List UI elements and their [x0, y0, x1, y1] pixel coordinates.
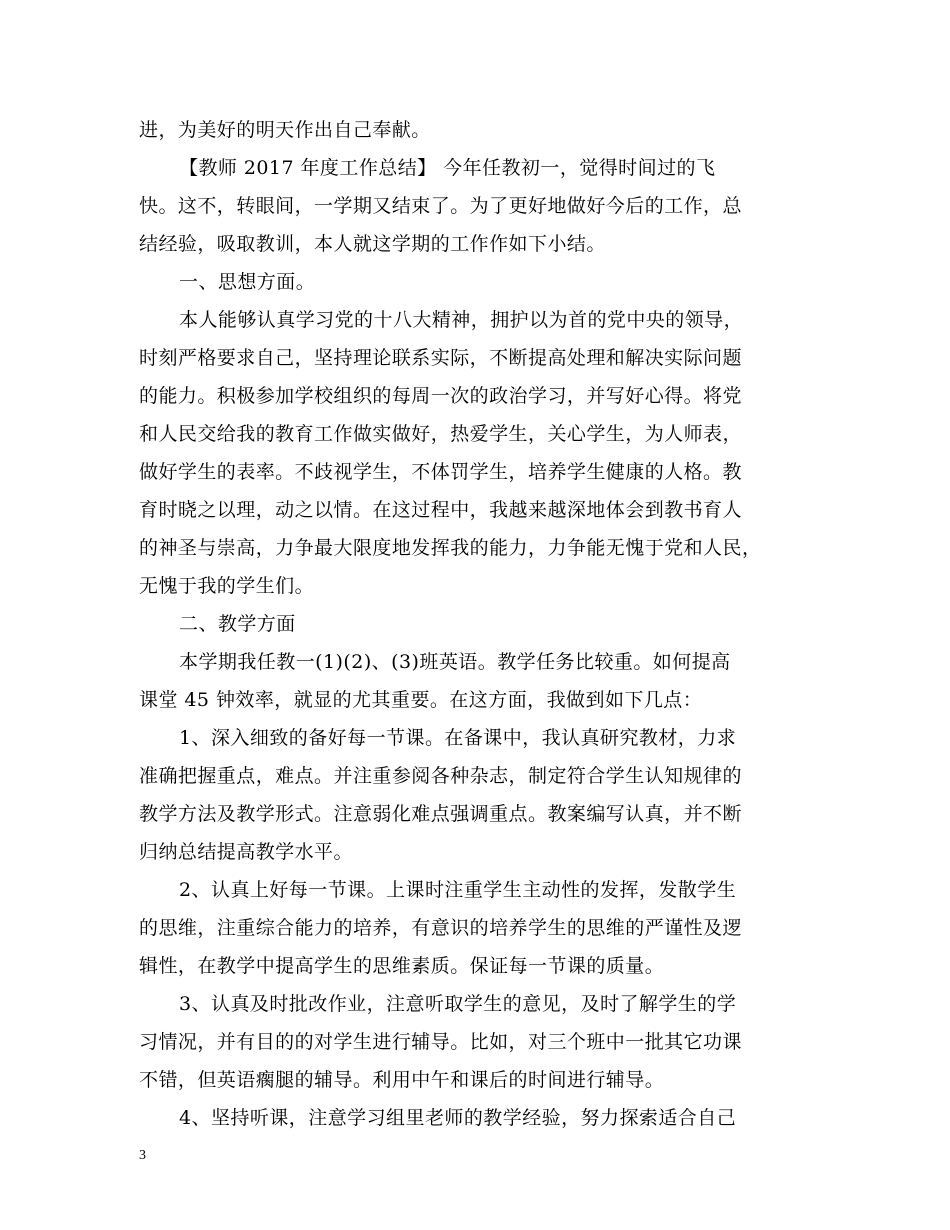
text-line: 2、认真上好每一节课。上课时注重学生主动性的发挥，发散学生: [179, 879, 737, 901]
text-line: 快。这不，转眼间，一学期又结束了。为了更好地做好今后的工作，总: [139, 195, 742, 217]
text-line: 课堂 45 钟效率，就显的尤其重要。在这方面，我做到如下几点：: [139, 689, 703, 711]
text-line: 3、认真及时批改作业，注意听取学生的意见，及时了解学生的学: [179, 993, 737, 1015]
text-line: 准确把握重点，难点。并注重参阅各种杂志，制定符合学生认知规律的: [139, 765, 742, 787]
text-line: 时刻严格要求自己，坚持理论联系实际，不断提高处理和解决实际问题: [139, 347, 742, 369]
text-line: 教学方法及教学形式。注意弱化难点强调重点。教案编写认真，并不断: [139, 803, 742, 825]
text-line: 的神圣与崇高，力争最大限度地发挥我的能力，力争能无愧于党和人民，: [139, 537, 762, 559]
text-line: 做好学生的表率。不歧视学生，不体罚学生，培养学生健康的人格。教: [139, 461, 742, 483]
text-line: 的思维，注重综合能力的培养，有意识的培养学生的思维的严谨性及逻: [139, 917, 742, 939]
text-line: 和人民交给我的教育工作做实做好，热爱学生，关心学生，为人师表，: [139, 423, 742, 445]
text-line: 进，为美好的明天作出自己奉献。: [139, 119, 431, 141]
text-line: 结经验，吸取教训，本人就这学期的工作作如下小结。: [139, 233, 606, 255]
text-line: 本学期我任教一(1)(2)、(3)班英语。教学任务比较重。如何提高: [179, 651, 731, 673]
text-line: 4、坚持听课，注意学习组里老师的教学经验，努力探索适合自己: [179, 1107, 737, 1129]
heading-teaching: 二、教学方面: [179, 613, 296, 635]
text-line: 本人能够认真学习党的十八大精神，拥护以为首的党中央的领导，: [179, 309, 744, 331]
text-line: 的能力。积极参加学校组织的每周一次的政治学习，并写好心得。将党: [139, 385, 742, 407]
text-line: 辑性，在教学中提高学生的思维素质。保证每一节课的质量。: [139, 955, 665, 977]
text-line: 归纳总结提高教学水平。: [139, 841, 353, 863]
body-text: [139, 111, 817, 1137]
text-line-section-heading: 【教师 2017 年度工作总结】 今年任教初一，觉得时间过的飞: [179, 157, 716, 179]
text-line: 不错，但英语瘸腿的辅导。利用中午和课后的时间进行辅导。: [139, 1069, 665, 1091]
text-line: 无愧于我的学生们。: [139, 575, 315, 597]
heading-ideology: 一、思想方面。: [179, 271, 316, 293]
text-line: 习情况，并有目的的对学生进行辅导。比如，对三个班中一批其它功课: [139, 1031, 742, 1053]
text-line: 1、深入细致的备好每一节课。在备课中，我认真研究教材，力求: [179, 727, 737, 749]
page-number: 3: [139, 1148, 146, 1163]
text-line: 育时晓之以理，动之以情。在这过程中，我越来越深地体会到教书育人: [139, 499, 742, 521]
